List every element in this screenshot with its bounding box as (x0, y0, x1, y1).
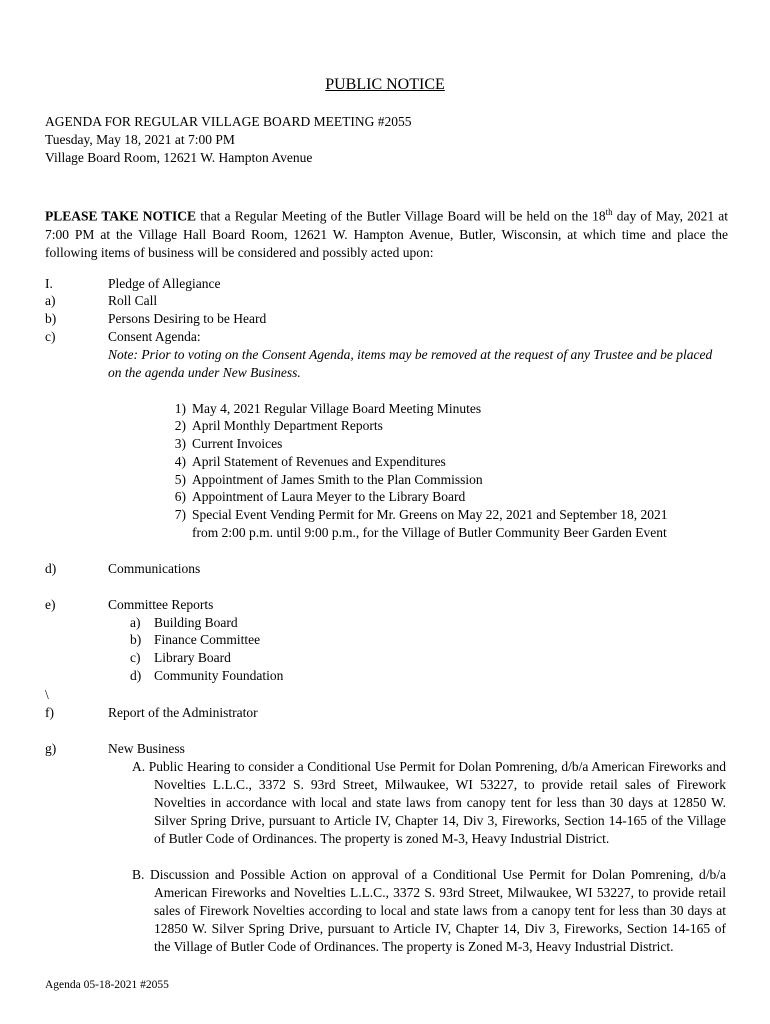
consent-item: Appointment of Laura Meyer to the Library Board (192, 489, 466, 504)
new-business-item-a: A. Public Hearing to consider a Conditional Use Permit for Dolan Pomrening, d/b/a American Fireworks and Novelties L.L.C., 3372 S. 93rd Street, Milwaukee, WI 53227, to provide retail sales of Firework Novelties in accordance with local and state laws from canopy tent for less than 30 days at 12850 W. Silver Spring Drive, pursuant to Article IV, Chapter 14, Div 3, Fireworks, Section 14-165 of the Village of Butler Code of Ordinances. The property is zoned M-3, Heavy Industrial District. (132, 759, 727, 846)
consent-item: Special Event Vending Permit for Mr. Greens on May 22, 2021 and September 18, 2021 (192, 507, 668, 522)
committee-sub-item: Finance Committee (154, 632, 261, 647)
item-roll-call: Roll Call (108, 293, 158, 308)
consent-item-number: 6) (174, 489, 186, 504)
committee-sub-label: d) (130, 668, 142, 683)
notice-bold-lead: PLEASE TAKE NOTICE (45, 208, 197, 224)
item-consent-agenda: Consent Agenda: (108, 329, 201, 344)
consent-item: Appointment of James Smith to the Plan Commission (192, 472, 483, 487)
agenda-heading: AGENDA FOR REGULAR VILLAGE BOARD MEETING #2055 (45, 114, 412, 129)
meeting-location: Village Board Room, 12621 W. Hampton Avenue (45, 150, 313, 165)
item-pledge: Pledge of Allegiance (108, 276, 221, 291)
consent-item-number: 1) (174, 401, 186, 416)
item-committee-reports: Committee Reports (108, 597, 214, 612)
item-label: c) (45, 329, 56, 344)
stray-mark: \ (45, 687, 49, 702)
item-administrator-report: Report of the Administrator (108, 705, 258, 720)
item-label: e) (45, 597, 56, 612)
new-business-item-b: B. Discussion and Possible Action on approval of a Conditional Use Permit for Dolan Pomrening, d/b/a American Fireworks and Novelties L.L.C., 3372 S. 93rd Street, Milwaukee, WI 53227, to provide retail sales of Firework Novelties according to local and state laws from a canopy tent for less than 30 days at 12850 W. Silver Spring Drive, pursuant to Article IV, Chapter 14, Div 3, Fireworks, Section 14-165 of the Village of Butler Code of Ordinances. The property is Zoned M-3, Heavy Industrial District. (132, 867, 727, 954)
item-communications: Communications (108, 561, 201, 576)
item-label: a) (45, 293, 56, 308)
consent-item-number: 4) (174, 454, 186, 469)
consent-item-continuation: from 2:00 p.m. until 9:00 p.m., for the Village of Butler Community Beer Garden Event (192, 525, 667, 540)
item-label: d) (45, 561, 57, 576)
item-label: b) (45, 311, 57, 326)
consent-item-number: 7) (174, 507, 186, 522)
committee-sub-item: Building Board (154, 615, 238, 630)
consent-item: April Statement of Revenues and Expenditures (192, 454, 446, 469)
consent-item: April Monthly Department Reports (192, 418, 383, 433)
consent-item: Current Invoices (192, 436, 283, 451)
consent-item-number: 3) (174, 436, 186, 451)
page-footer: Agenda 05-18-2021 #2055 (45, 979, 169, 991)
committee-sub-label: a) (130, 615, 141, 630)
consent-note: Note: Prior to voting on the Consent Agenda, items may be removed at the request of any Trustee and be placed on the agenda under New Business. (108, 347, 713, 380)
committee-sub-label: c) (130, 650, 141, 665)
new-business-label: A. (132, 759, 146, 774)
meeting-date: Tuesday, May 18, 2021 at 7:00 PM (45, 132, 235, 147)
item-label: I. (45, 276, 53, 291)
committee-sub-label: b) (130, 632, 142, 647)
item-persons-heard: Persons Desiring to be Heard (108, 311, 267, 326)
new-business-label: B. (132, 867, 145, 882)
item-label: g) (45, 741, 57, 756)
consent-item: May 4, 2021 Regular Village Board Meeting Minutes (192, 401, 482, 416)
committee-sub-item: Community Foundation (154, 668, 284, 683)
consent-item-number: 2) (174, 418, 186, 433)
notice-paragraph: PLEASE TAKE NOTICE that a Regular Meeting of the Butler Village Board will be held on the 18th day of May, 2021 at 7:00 PM at the Village Hall Board Room, 12621 W. Hampton Avenue, Butler, Wisconsin, at which time and place the following items of business will be considered and possibly acted upon: (45, 207, 728, 260)
page-title: PUBLIC NOTICE (325, 76, 445, 93)
consent-item-number: 5) (174, 472, 186, 487)
committee-sub-item: Library Board (154, 650, 231, 665)
item-label: f) (45, 705, 54, 720)
item-new-business: New Business (108, 741, 185, 756)
